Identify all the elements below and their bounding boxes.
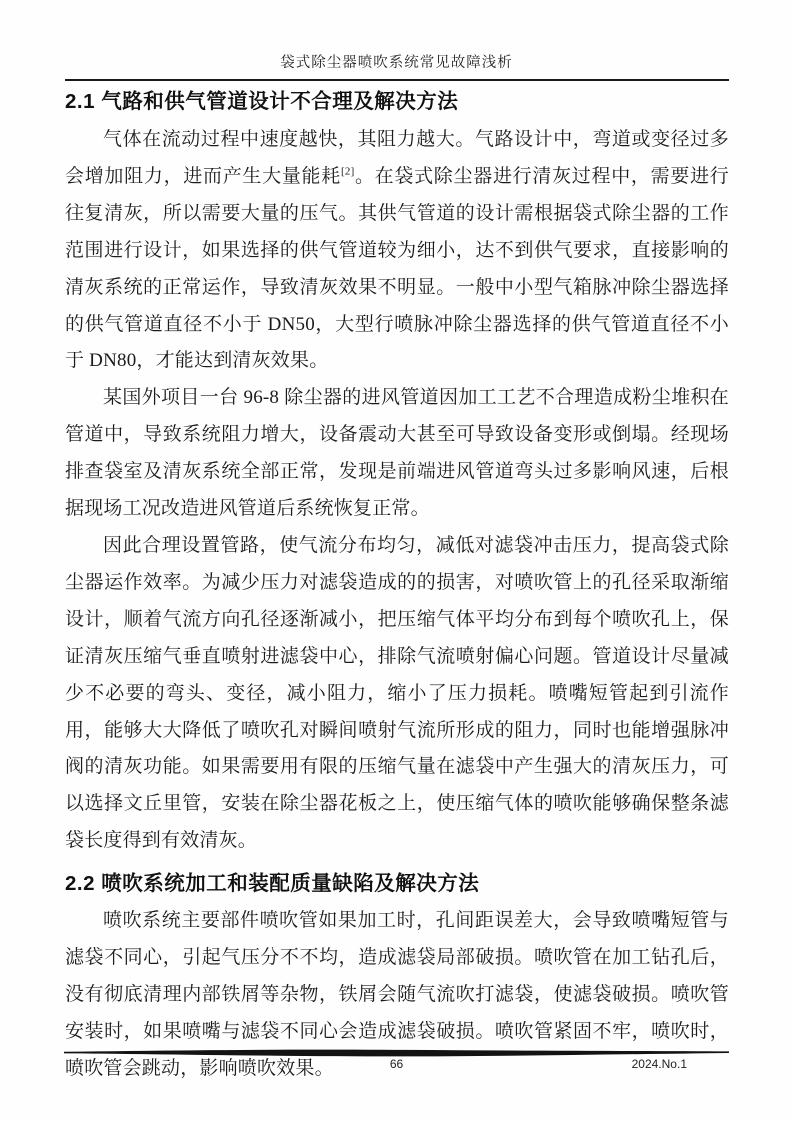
footer-rule: [64, 1049, 729, 1057]
paragraph-text: 气体在流动过程中速度越快，其阻力越大。气路设计中，弯道或变径过多会增加阻力，进而产生大量能耗: [65, 129, 729, 187]
running-head-title: 袋式除尘器喷吹系统常见故障浅析: [280, 55, 513, 71]
paragraph-text: 。在袋式除尘器进行清灰过程中，需要进行往复清灰，所以需要大量的压气。其供气管道的设计需根据袋式除尘器的工作范围进行设计，如果选择的供气管道较为细小，达不到供气要求，直接影响的清灰系统的正常运作，导致清灰效果不明显。一般中小型气箱脉冲除尘器选择的供气管道直径不小于 DN50，大型行喷脉冲除尘器选择的供气管道直径不小于 DN80，才能达到清灰效果。: [65, 165, 729, 372]
paragraph-pipe-layout-solution: 因此合理设置管路，使气流分布均匀，减低对滤袋冲击压力，提高袋式除尘器运作效率。为减少压力对滤袋造成的的损害，对喷吹管上的孔径采取渐缩设计，顺着气流方向孔径逐渐减小，把压缩气体平均分布到每个喷吹孔上，保证清灰压缩气垂直喷射进滤袋中心，排除气流喷射偏心问题。管道设计尽量减少不必要的弯头、变径，减小阻力，缩小了压力损耗。喷嘴短管起到引流作用，能够大大降低了喷吹孔对瞬间喷射气流所形成的阻力，同时也能增强脉冲阀的清灰功能。如果需要用有限的压缩气量在滤袋中产生强大的清灰压力，可以选择文丘里管，安装在除尘器花板之上，使压缩气体的喷吹能够确保整条滤袋长度得到有效清灰。: [65, 534, 729, 852]
paragraph-machining-defects: 喷吹系统主要部件喷吹管如果加工时，孔间距误差大，会导致喷嘴短管与滤袋不同心，引起气压分不不均，造成滤袋局部破损。喷吹管在加工钻孔后，没有彻底清理内部铁屑等杂物，铁屑会随气流吹打滤袋，使滤袋破损。喷吹管安装时，如果喷嘴与滤袋不同心会造成滤袋破损。喷吹管紧固不牢，喷吹时，喷吹管会跳动，影响喷吹效果。: [65, 910, 729, 1079]
citation-ref-2: [2]: [341, 165, 355, 178]
section-heading-2-1: 2.1 气路和供气管道设计不合理及解决方法: [65, 90, 459, 113]
page-number: 66: [389, 1057, 404, 1071]
paragraph-case-study: 某国外项目一台 96-8 除尘器的进风管道因加工工艺不合理造成粉尘堆积在管道中，导致系统阻力增大，设备震动大甚至可导致设备变形或倒塌。经现场排查袋室及清灰系统全部正常，发现是前端进风管道弯头过多影响风速，后根据现场工况改造进风管道后系统恢复正常。: [65, 387, 729, 520]
section-heading-2-2: 2.2 喷吹系统加工和装配质量缺陷及解决方法: [65, 872, 480, 896]
paragraph-gas-flow: [65, 122, 729, 380]
journal-issue-label: 2024.No.1: [631, 1057, 687, 1071]
article-body: [65, 85, 729, 1088]
header-rule: [65, 79, 729, 81]
